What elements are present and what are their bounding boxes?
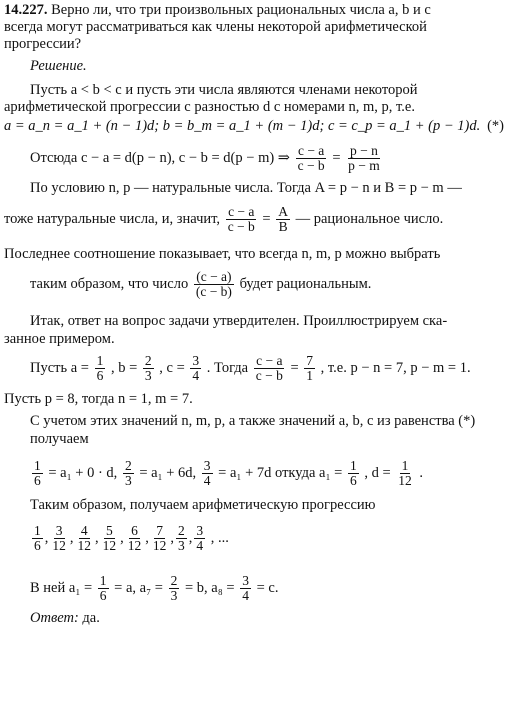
fraction (240, 574, 251, 603)
fraction-num: 3 (242, 573, 249, 588)
line-8-prefix: таким образом, что число (30, 275, 189, 292)
fraction-num: 1 (34, 458, 41, 473)
fraction-den: 3 (144, 368, 152, 383)
text: = a₁ + 7d откуда a₁ = (218, 464, 343, 481)
fraction-num: 6 (131, 523, 138, 538)
text: , т.е. p − n = 7, p − m = 1. (320, 359, 471, 376)
fraction-num: c − a (297, 143, 325, 158)
answer-text: да. (82, 610, 100, 626)
fraction-den: c − b (297, 158, 325, 173)
line-18 (30, 574, 278, 603)
text: = a₁ + 0 · d, (48, 464, 118, 481)
text: = b, a₈ = (184, 579, 235, 596)
fraction-den: 6 (349, 473, 357, 488)
sequence-term (151, 524, 169, 553)
fraction-num: 2 (170, 573, 178, 588)
progression-sequence (30, 524, 229, 553)
fraction-den: 6 (34, 473, 41, 488)
line-15 (30, 459, 423, 488)
comma: , (95, 529, 99, 546)
fraction-den: (c − b) (195, 284, 232, 299)
fraction-den: 4 (242, 588, 249, 603)
fraction-num: c − a (256, 353, 283, 368)
fraction (254, 354, 285, 383)
fraction-den: 4 (192, 368, 200, 383)
fraction-den: p − m (348, 158, 380, 173)
text: , d = (364, 464, 391, 481)
fraction-den: 3 (170, 588, 178, 603)
fraction-num: 2 (124, 458, 132, 473)
fraction-num: p − n (350, 143, 378, 158)
sequence-term (50, 524, 68, 553)
fraction-num: 2 (144, 353, 152, 368)
text: . Тогда (206, 359, 249, 376)
comma: , (145, 529, 149, 546)
comma: , (170, 529, 174, 546)
problem-text-1: Верно ли, что три произвольных рациональных числа a, b и c (51, 2, 431, 18)
text: В ней a₁ = (30, 579, 93, 596)
fraction (169, 574, 180, 603)
text: . (419, 464, 424, 481)
comma: , (44, 529, 49, 546)
fraction-den: 12 (398, 473, 412, 488)
problem-line-2: всегда могут рассматриваться как члены некоторой арифметической (4, 19, 427, 35)
sequence-term (194, 524, 205, 553)
fraction-den: 6 (96, 368, 104, 383)
fraction-den: 12 (102, 538, 117, 553)
fraction-num: 4 (80, 523, 88, 538)
sequence-terms (30, 523, 207, 553)
fraction-den: 6 (34, 538, 41, 553)
fraction (194, 270, 234, 299)
line-2: арифметической прогрессии с разностью d с номерами n, m, p, т.е. (4, 99, 415, 115)
text: , c = (159, 359, 185, 376)
line-11 (30, 354, 471, 383)
sequence-term (126, 524, 144, 553)
fraction (95, 354, 106, 383)
fraction (348, 459, 359, 488)
fraction-den: 12 (77, 538, 91, 553)
fraction-den: c − b (227, 219, 255, 234)
line-8-suffix: будет рациональным. (239, 275, 372, 292)
line-13: С учетом этих значений n, m, p, а также значений a, b, c из равенства (*) (30, 413, 476, 429)
comma: , (69, 529, 74, 546)
fraction (226, 205, 257, 234)
solution-label: Решение. (30, 58, 87, 74)
fraction-num: 5 (106, 523, 113, 538)
fraction-den: 4 (196, 538, 204, 553)
fraction-den: 6 (99, 588, 107, 603)
formula-star: a = a_n = a_1 + (n − 1)d; b = b_m = a_1 + (m − 1)d; c = c_p = a_1 + (p − 1)d. (4, 118, 481, 134)
fraction (396, 459, 414, 488)
fraction-num: (c − a) (196, 269, 232, 284)
answer-line (30, 610, 100, 627)
line-1: Пусть a < b < c и пусть эти числа являются членами некоторой (30, 82, 418, 98)
fraction (304, 354, 315, 383)
fraction-den: 1 (306, 368, 314, 383)
answer-label: Ответ: (30, 610, 79, 626)
sequence-term (101, 524, 119, 553)
line-8 (30, 270, 371, 299)
line-4 (30, 144, 384, 173)
fraction-num: 2 (178, 523, 185, 538)
fraction (296, 144, 327, 173)
line-10: занное примером. (4, 331, 115, 347)
fraction (276, 205, 290, 234)
fraction-num: 1 (34, 523, 41, 538)
problem-line-3: прогрессии? (4, 36, 82, 52)
fraction-den: B (278, 219, 288, 234)
line-5: По условию n, p — натуральные числа. Тогда A = p − n и B = p − m — (30, 180, 462, 196)
fraction-den: 12 (152, 538, 167, 553)
line-3 (4, 118, 504, 135)
line-6-suffix: — рациональное число. (295, 210, 444, 227)
fraction-num: 1 (349, 458, 357, 473)
text: , b = (110, 359, 138, 376)
fraction (346, 144, 382, 173)
text: = a, a₇ = (114, 579, 163, 596)
line-6-prefix: тоже натуральные числа, и, значит, (4, 210, 221, 227)
problem-line-1 (4, 2, 431, 19)
fraction-den: 3 (178, 538, 185, 553)
fraction-num: 3 (196, 523, 204, 538)
line-4-prefix: Отсюда c − a = d(p − n), c − b = d(p − m) ⇒ (30, 149, 290, 166)
line-14: получаем (30, 431, 89, 447)
equals: = (332, 149, 341, 166)
text: = a₁ + 6d, (139, 464, 197, 481)
comma: , (188, 529, 193, 546)
fraction-num: 3 (203, 458, 211, 473)
fraction (143, 354, 154, 383)
sequence-tail: , ... (210, 529, 229, 546)
formula-tag: (*) (487, 118, 504, 134)
fraction-num: A (278, 204, 288, 219)
fraction (123, 459, 134, 488)
fraction-den: 12 (52, 538, 66, 553)
fraction-num: 7 (306, 353, 314, 368)
sequence-term (76, 524, 94, 553)
fraction (32, 459, 43, 488)
sequence-term (176, 524, 187, 553)
fraction (98, 574, 109, 603)
text: = c. (256, 579, 279, 596)
equals: = (262, 210, 271, 227)
fraction-num: 1 (401, 458, 409, 473)
fraction-num: 1 (96, 353, 104, 368)
problem-number: 14.227. (4, 2, 48, 18)
fraction-num: 7 (156, 523, 163, 538)
fraction-den: 4 (203, 473, 211, 488)
fraction-num: c − a (228, 204, 255, 219)
fraction-den: 3 (124, 473, 132, 488)
equals: = (290, 359, 299, 376)
fraction (202, 459, 213, 488)
comma: , (120, 529, 124, 546)
sequence-term (32, 524, 43, 553)
fraction-den: 12 (127, 538, 142, 553)
fraction-num: 3 (192, 353, 200, 368)
line-9: Итак, ответ на вопрос задачи утвердителен. Проиллюстрируем ска- (30, 313, 448, 329)
line-7: Последнее соотношение показывает, что всегда n, m, p можно выбрать (4, 246, 441, 262)
line-12: Пусть p = 8, тогда n = 1, m = 7. (4, 391, 193, 407)
fraction-num: 1 (99, 573, 107, 588)
fraction-den: c − b (255, 368, 283, 383)
text: Пусть a = (30, 359, 89, 376)
fraction-num: 3 (55, 523, 63, 538)
line-6 (4, 205, 443, 234)
fraction (190, 354, 201, 383)
line-16: Таким образом, получаем арифметическую прогрессию (30, 497, 376, 513)
